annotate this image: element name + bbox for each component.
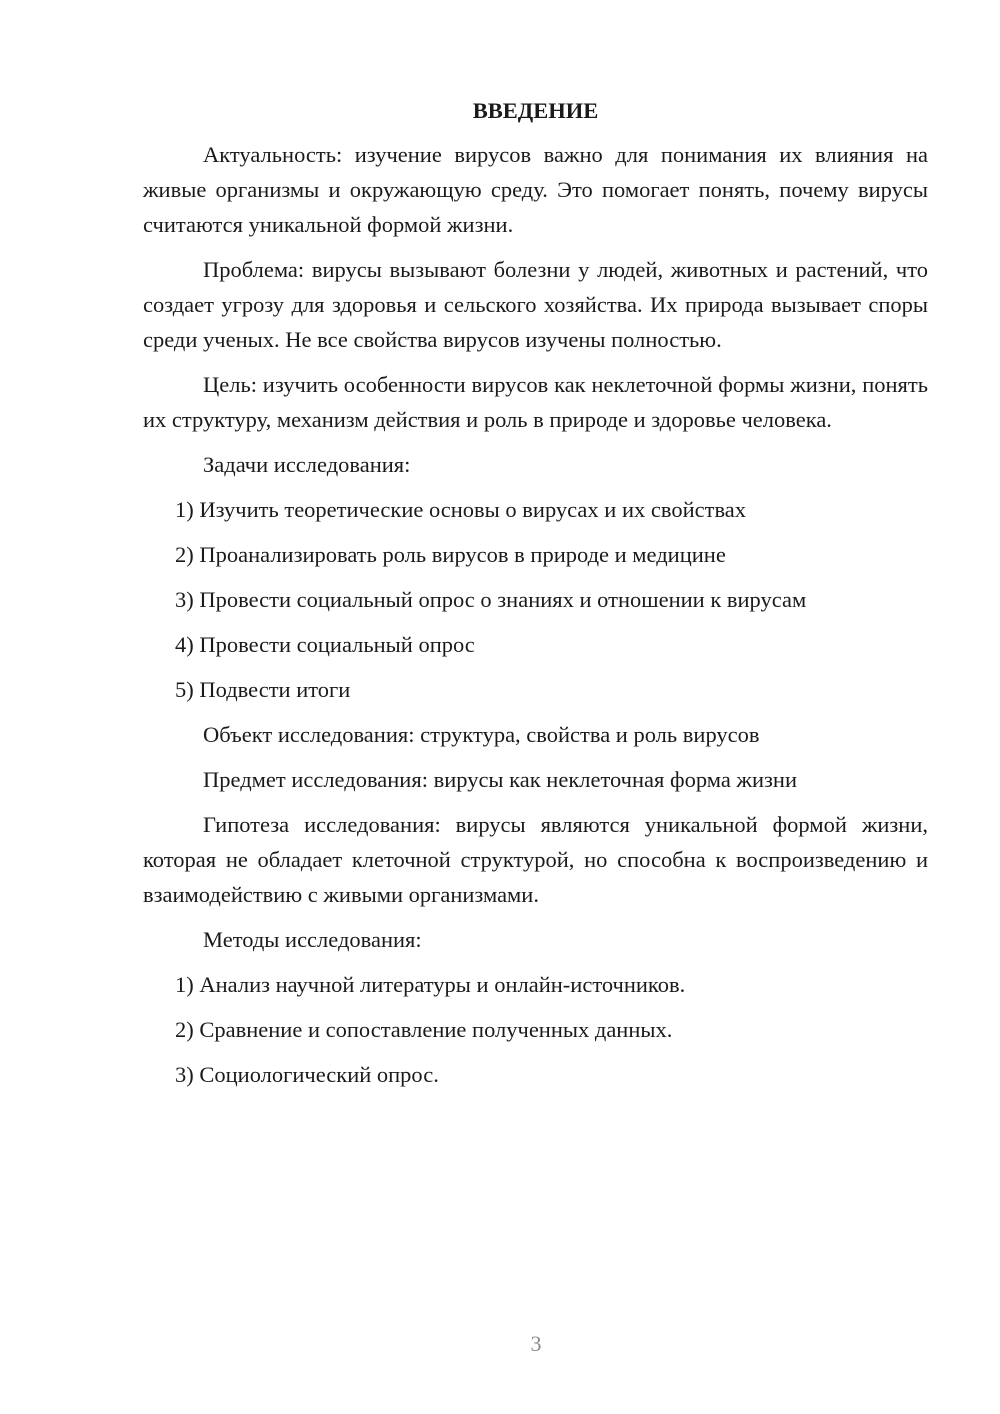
- hypothesis-paragraph: Гипотеза исследования: вирусы являются уникальной формой жизни, которая не обладает клеточной структурой, но способна к воспроизведению и взаимодействию с живыми организмами.: [143, 812, 928, 907]
- methods-list: [143, 967, 928, 1092]
- relevance-paragraph: Актуальность: изучение вирусов важно для понимания их влияния на живые организмы и окружающую среду. Это помогает понять, почему вирусы считаются уникальной формой жизни.: [143, 142, 928, 237]
- subject-paragraph: Предмет исследования: вирусы как неклеточная форма жизни: [203, 767, 797, 792]
- tasks-heading: Задачи исследования:: [203, 452, 411, 477]
- document-body: [143, 93, 928, 1102]
- tasks-list: [143, 492, 928, 707]
- task-item: 1) Изучить теоретические основы о вирусах и их свойствах: [175, 497, 747, 522]
- method-item: 3) Социологический опрос.: [175, 1062, 439, 1087]
- task-item: 4) Провести социальный опрос: [175, 632, 475, 657]
- task-item: 3) Провести социальный опрос о знаниях и отношении к вирусам: [175, 587, 807, 612]
- task-item: 5) Подвести итоги: [175, 677, 351, 702]
- page-number: 3: [530, 1331, 542, 1356]
- page-title: ВВЕДЕНИЕ: [472, 98, 599, 123]
- task-item: 2) Проанализировать роль вирусов в природе и медицине: [175, 542, 726, 567]
- problem-paragraph: Проблема: вирусы вызывают болезни у людей, животных и растений, что создает угрозу для здоровья и сельского хозяйства. Их природа вызывает споры среди ученых. Не все свойства вирусов изучены полностью.: [143, 257, 928, 352]
- methods-heading: Методы исследования:: [203, 927, 422, 952]
- object-paragraph: Объект исследования: структура, свойства и роль вирусов: [203, 722, 760, 747]
- goal-paragraph: Цель: изучить особенности вирусов как неклеточной формы жизни, понять их структуру, механизм действия и роль в природе и здоровье человека.: [143, 372, 928, 432]
- method-item: 1) Анализ научной литературы и онлайн-источников.: [175, 972, 686, 997]
- method-item: 2) Сравнение и сопоставление полученных данных.: [175, 1017, 673, 1042]
